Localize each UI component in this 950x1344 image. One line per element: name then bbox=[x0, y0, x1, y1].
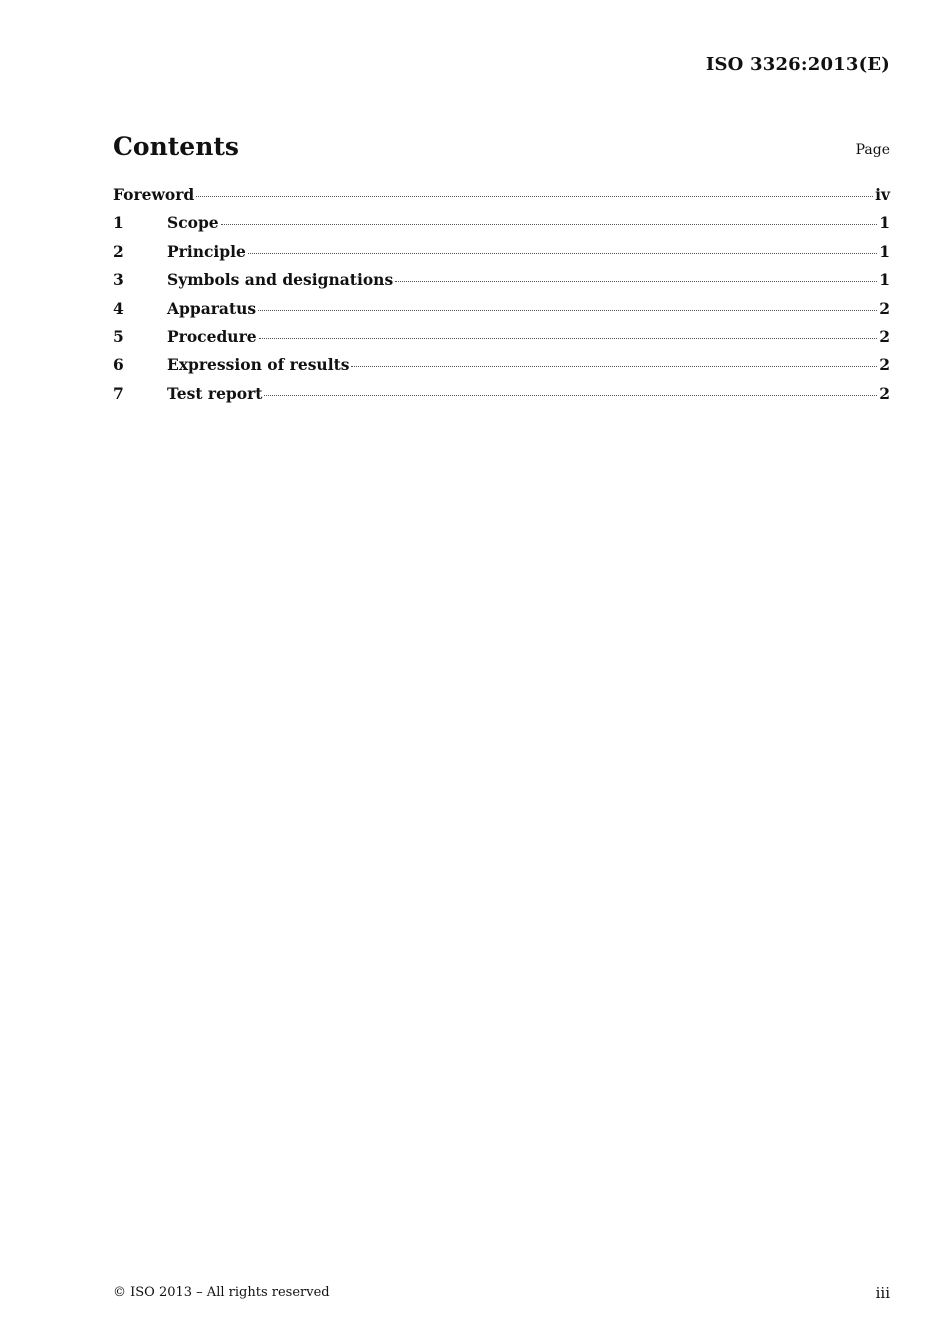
toc-dot-leader bbox=[264, 395, 877, 396]
toc-entry-title: Apparatus bbox=[167, 298, 257, 318]
toc-entry-title: Foreword bbox=[113, 185, 195, 204]
toc-entry-title: Symbols and designations bbox=[167, 270, 394, 290]
toc-entry-page: 2 bbox=[879, 326, 890, 346]
toc-entry-page: 1 bbox=[879, 213, 890, 233]
toc-entry-page: 1 bbox=[879, 270, 890, 290]
contents-header bbox=[113, 132, 890, 164]
toc-entry-number: 6 bbox=[113, 355, 124, 375]
document-id: ISO 3326:2013(E) bbox=[705, 54, 890, 75]
toc-entry-page: 1 bbox=[879, 241, 890, 261]
toc-entry-number: 4 bbox=[113, 298, 124, 318]
toc-entry-page: 2 bbox=[879, 298, 890, 318]
toc-entry-symbols[interactable] bbox=[113, 270, 890, 298]
toc-entry-page: 2 bbox=[879, 355, 890, 375]
toc-entry-number: 5 bbox=[113, 326, 124, 346]
footer-copyright: © ISO 2013 – All rights reserved bbox=[113, 1285, 330, 1300]
toc-entry-title: Procedure bbox=[167, 326, 257, 346]
toc-entry-principle[interactable] bbox=[113, 242, 890, 270]
toc-entry-title: Expression of results bbox=[167, 355, 350, 375]
toc-entry-title: Test report bbox=[167, 383, 263, 403]
contents-title: Contents bbox=[113, 132, 240, 161]
toc-dot-leader bbox=[395, 281, 877, 282]
toc-entry-apparatus[interactable] bbox=[113, 299, 890, 327]
toc-entry-number: 2 bbox=[113, 241, 124, 261]
toc-entry-number: 1 bbox=[113, 213, 124, 233]
toc-entry-page: iv bbox=[875, 185, 890, 204]
toc-entry-number: 3 bbox=[113, 270, 124, 290]
toc-dot-leader bbox=[351, 366, 877, 367]
footer-page-number: iii bbox=[875, 1284, 890, 1302]
toc-dot-leader bbox=[258, 310, 877, 311]
toc-dot-leader bbox=[259, 338, 878, 339]
toc-entry-test-report[interactable] bbox=[113, 384, 890, 412]
toc-dot-leader bbox=[248, 253, 877, 254]
toc-entry-title: Principle bbox=[167, 241, 246, 261]
table-of-contents bbox=[113, 185, 890, 412]
page-column-label: Page bbox=[855, 142, 890, 158]
toc-entry-procedure[interactable] bbox=[113, 327, 890, 355]
toc-entry-page: 2 bbox=[879, 383, 890, 403]
toc-entry-expression-of-results[interactable] bbox=[113, 355, 890, 383]
toc-dot-leader bbox=[196, 196, 873, 197]
toc-entry-number: 7 bbox=[113, 383, 124, 403]
toc-entry-foreword[interactable] bbox=[113, 185, 890, 213]
toc-dot-leader bbox=[221, 224, 878, 225]
toc-entry-title: Scope bbox=[167, 213, 219, 233]
toc-entry-scope[interactable] bbox=[113, 213, 890, 241]
